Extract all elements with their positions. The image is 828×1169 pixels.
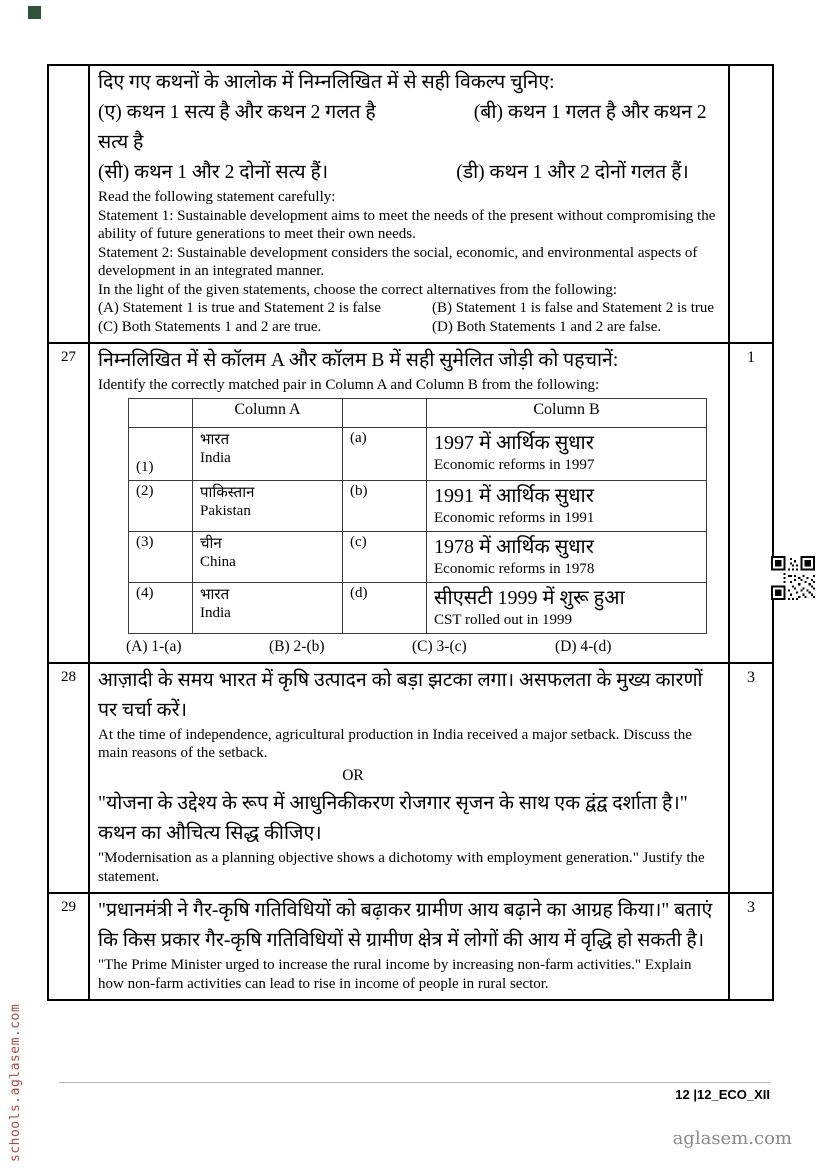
question-content-29 [89, 893, 729, 1000]
match-row-2-a-english: Pakistan [200, 502, 251, 519]
question-content-27 [89, 343, 729, 663]
question-number-29: 29 [48, 893, 89, 1000]
question-row-26 [48, 65, 773, 343]
q28-english-2: "Modernisation as a planning objective shows a dichotomy with employment generation." Justify the statement. [98, 850, 705, 885]
match-row-4-col-a [193, 582, 343, 633]
match-row-3-col-b [427, 531, 707, 582]
match-header-blank-2 [343, 398, 427, 427]
q26-option-b: (B) Statement 1 is false and Statement 2 is true [432, 300, 715, 316]
match-row-2-b-english: Economic reforms in 1991 [434, 509, 595, 526]
question-content-26 [89, 65, 729, 343]
match-row-4-a-english: India [200, 604, 231, 621]
match-row-2-col-b [427, 480, 707, 531]
match-row-2-num: (2) [129, 480, 193, 531]
q27-option-d: (D) 4-(d) [555, 637, 612, 655]
match-row-1-b-english: Economic reforms in 1997 [434, 456, 595, 473]
match-row-4-letter: (d) [343, 582, 427, 633]
q28-or-label: OR [342, 766, 364, 784]
match-row-4-col-b [427, 582, 707, 633]
q26-options-ab [98, 299, 718, 318]
match-header-blank-1 [129, 398, 193, 427]
q26-hindi-options-ab [98, 98, 718, 158]
footer-divider [59, 1082, 770, 1083]
match-row-3-a-hindi: चीन [200, 535, 222, 552]
match-row-3-b-hindi: 1978 में आर्थिक सुधार [434, 535, 594, 558]
question-table [47, 64, 774, 1001]
match-row-2-col-a [193, 480, 343, 531]
q26-option-d: (D) Both Statements 1 and 2 are false. [432, 318, 662, 335]
match-row-4-b-english: CST rolled out in 1999 [434, 611, 573, 628]
q27-options-row [126, 638, 718, 656]
match-row-1-letter: (a) [343, 427, 427, 480]
q28-hindi-1: आज़ादी के समय भारत में कृषि उत्पादन को बड़ा झटका लगा। असफलता के मुख्य कारणों पर चर्चा करें। [98, 669, 703, 721]
marks-27: 1 [729, 343, 773, 663]
match-header-row [129, 398, 707, 427]
match-header-col-a: Column A [193, 398, 343, 427]
match-row-2-b-hindi: 1991 में आर्थिक सुधार [434, 484, 594, 507]
question-row-28 [48, 663, 773, 894]
marks-cell-26 [729, 65, 773, 343]
match-row-4-b-hindi: सीएसटी 1999 में शुरू हुआ [434, 586, 625, 609]
q26-read-line: Read the following statement carefully: [98, 189, 336, 205]
q26-hindi-option-b: (बी) कथन 1 गलत है और कथन 2 सत्य है [98, 102, 707, 153]
q29-hindi: "प्रधानमंत्री ने गैर-कृषि गतिविधियों को बढ़ाकर ग्रामीण आय बढ़ाने का आग्रह किया।" बताएं कि किस प्रकार गैर-कृषि गतिविधियों से ग्रामीण क्षेत्र में लोगों की आय में वृद्धि हो सकती है। [98, 900, 713, 951]
match-row-1 [129, 427, 707, 480]
corner-mark [28, 6, 41, 19]
q27-english: Identify the correctly matched pair in Column A and Column B from the following: [98, 377, 600, 393]
q26-hindi-option-c: (सी) कथन 1 और 2 दोनों सत्य हैं। [98, 162, 329, 183]
match-row-4-a-hindi: भारत [200, 586, 230, 603]
match-row-4 [129, 582, 707, 633]
match-row-2-a-hindi: पाकिस्तान [200, 484, 255, 501]
marks-29: 3 [729, 893, 773, 1000]
match-row-1-col-a [193, 427, 343, 480]
q26-option-c: (C) Both Statements 1 and 2 are true. [98, 318, 322, 335]
match-table [128, 398, 707, 634]
match-row-1-num: (1) [129, 427, 193, 480]
match-row-3-num: (3) [129, 531, 193, 582]
q27-option-c: (C) 3-(c) [412, 637, 467, 655]
match-row-3-b-english: Economic reforms in 1978 [434, 560, 595, 577]
question-row-27 [48, 343, 773, 663]
question-number-cell-26 [48, 65, 89, 343]
match-row-4-num: (4) [129, 582, 193, 633]
question-row-29 [48, 893, 773, 1000]
match-row-2 [129, 480, 707, 531]
q26-options-cd [98, 318, 718, 337]
q26-hindi-intro: दिए गए कथनों के आलोक में निम्नलिखित में से सही विकल्प चुनिए: [98, 72, 555, 93]
question-content-28 [89, 663, 729, 894]
q26-option-a: (A) Statement 1 is true and Statement 2 is false [98, 300, 381, 316]
q26-hindi-options-cd [98, 158, 718, 188]
q26-statement-1: Statement 1: Sustainable development aims to meet the needs of the present without compromising the ability of future generations to meet their own needs. [98, 207, 716, 242]
match-row-1-a-english: India [200, 449, 231, 466]
q26-hindi-option-d: (डी) कथन 1 और 2 दोनों गलत हैं। [456, 162, 689, 183]
q26-hindi-option-a: (ए) कथन 1 सत्य है और कथन 2 गलत है [98, 102, 376, 123]
match-row-1-col-b [427, 427, 707, 480]
q29-english: "The Prime Minister urged to increase the rural income by increasing non-farm activities." Explain how non-farm activities can lead to rise in income of people in rural sector. [98, 957, 692, 992]
footer-page-label: 12 |12_ECO_XII [675, 1087, 770, 1102]
side-watermark: schools.aglasem.com [8, 1003, 23, 1162]
q27-option-a: (A) 1-(a) [126, 637, 182, 655]
q27-option-b: (B) 2-(b) [269, 637, 325, 655]
aglasem-watermark: aglasem.com [672, 1128, 792, 1149]
match-row-3-col-a [193, 531, 343, 582]
match-row-1-a-hindi: भारत [200, 431, 230, 448]
q26-statement-2: Statement 2: Sustainable development considers the social, economic, and environmental aspects of development in an integrated manner. [98, 244, 698, 279]
match-header-col-b: Column B [427, 398, 707, 427]
match-row-3-a-english: China [200, 553, 236, 570]
match-row-3-letter: (c) [343, 531, 427, 582]
qr-code-icon [771, 556, 815, 600]
question-number-27: 27 [48, 343, 89, 663]
question-number-28: 28 [48, 663, 89, 894]
q26-light-line: In the light of the given statements, choose the correct alternatives from the following: [98, 281, 618, 298]
match-row-1-b-hindi: 1997 में आर्थिक सुधार [434, 431, 594, 454]
marks-28: 3 [729, 663, 773, 894]
q28-english-1: At the time of independence, agricultural production in India received a major setback. Discuss the main reasons of the setback. [98, 726, 692, 761]
q28-hindi-2: "योजना के उद्देश्य के रूप में आधुनिकीकरण रोजगार सृजन के साथ एक द्वंद्व दर्शाता है।" कथन का औचित्य सिद्ध कीजिए। [98, 793, 688, 844]
q27-hindi: निम्नलिखित में से कॉलम A और कॉलम B में सही सुमेलित जोड़ी को पहचानें: [98, 350, 619, 371]
match-row-2-letter: (b) [343, 480, 427, 531]
match-row-3 [129, 531, 707, 582]
